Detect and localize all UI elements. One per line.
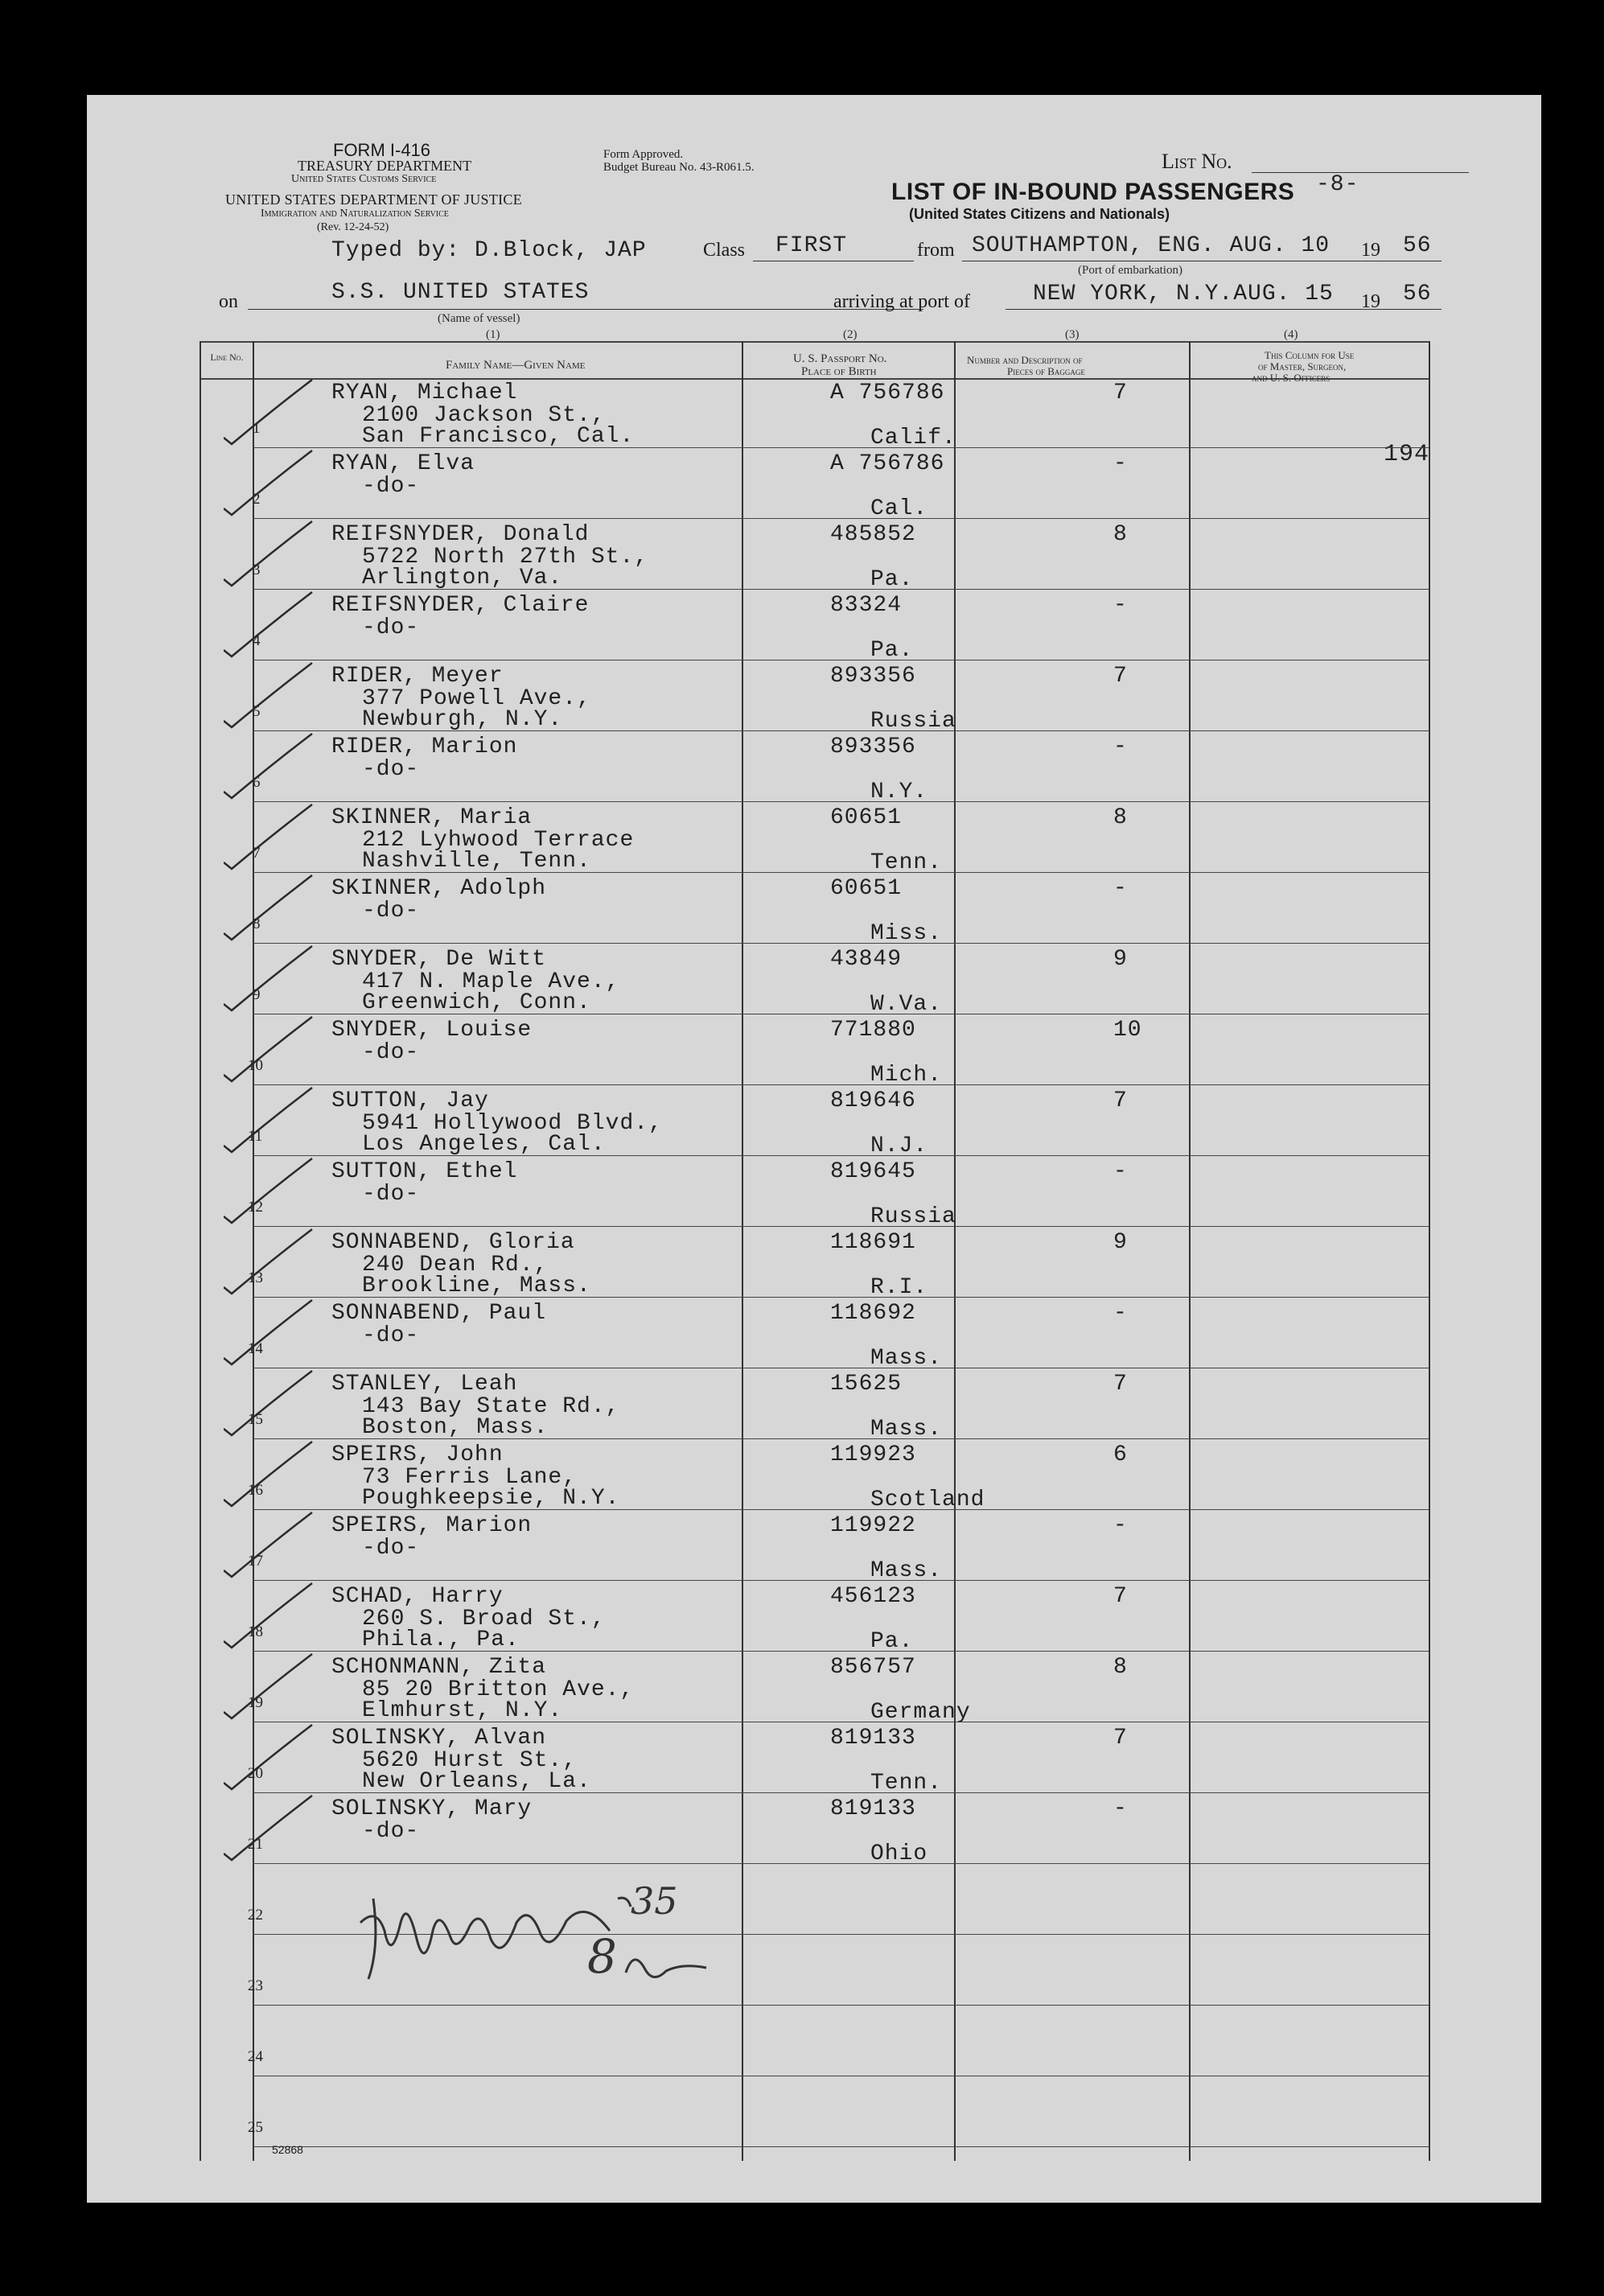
row-divider	[253, 2005, 1429, 2006]
passenger-name: SPEIRS, Marion	[331, 1513, 533, 1538]
baggage-count: 7	[1113, 1372, 1128, 1397]
tick-mark	[224, 1300, 312, 1364]
passenger-name: SNYDER, Louise	[331, 1018, 533, 1043]
tick-mark	[224, 1583, 312, 1648]
line-number: 8	[253, 916, 261, 932]
passenger-address-1: -do-	[362, 1323, 420, 1348]
passport-number: 119922	[830, 1513, 916, 1538]
passenger-address-1: 143 Bay State Rd.,	[362, 1394, 620, 1419]
typed-by: Typed by: D.Block, JAP	[331, 238, 647, 263]
passenger-address-1: 73 Ferris Lane,	[362, 1465, 578, 1490]
line-number: 18	[248, 1623, 263, 1640]
passenger-name: SONNABEND, Gloria	[331, 1230, 575, 1255]
passenger-name: SCHONMANN, Zita	[331, 1655, 547, 1680]
tick-mark	[224, 521, 312, 586]
port-embarkation-label: (Port of embarkation)	[1078, 264, 1182, 277]
line-number: 12	[248, 1199, 263, 1216]
passenger-name: SOLINSKY, Alvan	[331, 1726, 547, 1751]
line-number: 21	[248, 1836, 263, 1853]
place-of-birth: Ohio	[870, 1841, 928, 1866]
baggage-count: -	[1113, 1796, 1128, 1821]
row-divider	[253, 518, 1429, 519]
baggage-count: 9	[1113, 1230, 1128, 1255]
passenger-name: SUTTON, Ethel	[331, 1159, 518, 1184]
tick-mark	[224, 804, 312, 869]
passenger-name: SPEIRS, John	[331, 1442, 504, 1467]
line-number: 11	[248, 1128, 263, 1145]
tick-mark	[224, 1088, 312, 1152]
place-of-birth: Calif.	[870, 426, 956, 451]
baggage-count: -	[1113, 451, 1128, 476]
line-number: 9	[253, 986, 261, 1003]
line-number: 10	[248, 1057, 263, 1074]
officer-note: 194	[1384, 441, 1430, 468]
passport-number: 485852	[830, 522, 916, 547]
row-divider	[253, 1580, 1429, 1581]
baggage-count: -	[1113, 1159, 1128, 1184]
line-number: 15	[248, 1411, 263, 1428]
baggage-count: -	[1113, 1301, 1128, 1326]
from-label: from	[917, 240, 955, 261]
passenger-address-2: Greenwich, Conn.	[362, 990, 591, 1015]
tick-mark	[224, 1725, 312, 1789]
passport-number: 60651	[830, 876, 903, 901]
passport-number: A 756786	[830, 381, 945, 405]
passenger-name: SUTTON, Jay	[331, 1088, 489, 1113]
row-divider	[253, 943, 1429, 944]
passenger-name: RIDER, Marion	[331, 734, 518, 759]
place-of-birth: Cal.	[870, 496, 928, 521]
line-number: 4	[253, 632, 261, 649]
col-header-baggage-2: Pieces of Baggage	[1007, 365, 1085, 377]
passport-number: 118692	[830, 1301, 916, 1326]
passport-number: 119923	[830, 1442, 916, 1467]
passenger-address-2: Elmhurst, N.Y.	[362, 1698, 563, 1723]
row-divider	[253, 801, 1429, 802]
line-number: 14	[248, 1340, 263, 1357]
place-of-birth: Germany	[870, 1700, 971, 1725]
passenger-address-2: Boston, Mass.	[362, 1415, 549, 1440]
passenger-name: STANLEY, Leah	[331, 1372, 518, 1397]
row-divider	[253, 1792, 1429, 1793]
place-of-birth: Mass.	[870, 1346, 943, 1371]
passport-number: 856757	[830, 1655, 916, 1680]
tick-mark	[224, 451, 312, 515]
row-divider	[253, 1226, 1429, 1227]
tick-mark	[224, 875, 312, 940]
arrival-year-prefix: 19	[1361, 291, 1380, 312]
from-year: 56	[1403, 233, 1432, 258]
passenger-name: SOLINSKY, Mary	[331, 1796, 533, 1821]
passenger-address-1: 5620 Hurst St.,	[362, 1748, 578, 1773]
row-divider	[253, 872, 1429, 873]
place-of-birth: Russia	[870, 709, 956, 734]
row-divider	[253, 730, 1429, 731]
passport-number: A 756786	[830, 451, 945, 476]
passenger-address-1: -do-	[362, 1819, 420, 1844]
passport-number: 819645	[830, 1159, 916, 1184]
passport-number: 893356	[830, 734, 916, 759]
place-of-birth: Tenn.	[870, 1771, 943, 1796]
place-of-birth: Mass.	[870, 1417, 943, 1442]
vessel-label: (Name of vessel)	[438, 312, 520, 325]
row-divider	[253, 589, 1429, 590]
baggage-count: 6	[1113, 1442, 1128, 1467]
line-number: 7	[253, 845, 261, 862]
col-header-passport: U. S. Passport No.	[793, 352, 887, 365]
form-title: LIST OF IN-BOUND PASSENGERS	[891, 179, 1295, 205]
dept-line-2: United States Customs Service	[291, 173, 437, 185]
place-of-birth: Mich.	[870, 1063, 943, 1088]
line-number: 24	[248, 2048, 263, 2065]
col-num-3: (3)	[1065, 328, 1080, 341]
col-header-baggage: Number and Description of	[967, 354, 1083, 366]
passenger-address-1: 85 20 Britton Ave.,	[362, 1677, 635, 1702]
passport-number: 60651	[830, 805, 903, 830]
line-number: 1	[253, 420, 261, 437]
passenger-name: REIFSNYDER, Claire	[331, 593, 590, 618]
baggage-count: -	[1113, 876, 1128, 901]
place-of-birth: Scotland	[870, 1487, 985, 1512]
col-num-1: (1)	[486, 328, 500, 341]
line-number: 3	[253, 562, 261, 578]
list-no-value: -8-	[1316, 172, 1359, 197]
baggage-count: 7	[1113, 1088, 1128, 1113]
class-value: FIRST	[775, 233, 848, 258]
col-header-name: Family Name—Given Name	[446, 359, 586, 372]
baggage-count: -	[1113, 593, 1128, 618]
place-of-birth: Mass.	[870, 1558, 943, 1583]
passport-number: 83324	[830, 593, 903, 618]
baggage-count: 8	[1113, 805, 1128, 830]
passenger-name: RIDER, Meyer	[331, 664, 504, 689]
from-year-prefix: 19	[1361, 240, 1380, 261]
passenger-list-form	[87, 95, 1541, 2203]
tick-mark	[224, 1654, 312, 1718]
row-divider	[253, 1438, 1429, 1439]
passenger-address-1: 417 N. Maple Ave.,	[362, 969, 620, 994]
arrival-value: NEW YORK, N.Y.AUG. 15	[1033, 282, 1334, 307]
passport-number: 819646	[830, 1088, 916, 1113]
passenger-address-1: -do-	[362, 757, 420, 782]
passenger-name: SONNABEND, Paul	[331, 1301, 547, 1326]
baggage-count: 9	[1113, 947, 1128, 972]
revision-date: (Rev. 12-24-52)	[317, 221, 389, 233]
arriving-label: arriving at port of	[833, 291, 970, 312]
row-divider	[253, 1863, 1429, 1864]
print-code: 52868	[272, 2143, 303, 2156]
passenger-address-1: -do-	[362, 899, 420, 924]
dept-line-1: TREASURY DEPARTMENT	[298, 158, 472, 174]
baggage-count: -	[1113, 734, 1128, 759]
line-number: 17	[248, 1553, 263, 1570]
passenger-address-1: 240 Dean Rd.,	[362, 1253, 549, 1278]
line-number: 19	[248, 1694, 263, 1711]
passport-number: 819133	[830, 1796, 916, 1821]
place-of-birth: N.J.	[870, 1134, 928, 1158]
baggage-count: 7	[1113, 664, 1128, 689]
col-header-officers-2: of Master, Surgeon,	[1258, 360, 1347, 372]
passport-number: 43849	[830, 947, 903, 972]
vessel-value: S.S. UNITED STATES	[331, 280, 590, 305]
tick-mark	[224, 380, 312, 444]
passport-number: 771880	[830, 1018, 916, 1043]
passenger-name: SKINNER, Maria	[331, 805, 533, 830]
passport-number: 456123	[830, 1584, 916, 1609]
col-header-birthplace: Place of Birth	[801, 365, 877, 378]
passenger-name: REIFSNYDER, Donald	[331, 522, 590, 547]
passenger-address-2: San Francisco, Cal.	[362, 424, 635, 449]
budget-bureau: Budget Bureau No. 43-R061.5.	[603, 161, 755, 174]
baggage-count: 10	[1113, 1018, 1142, 1043]
row-divider	[253, 1651, 1429, 1652]
baggage-count: 8	[1113, 522, 1128, 547]
form-number: FORM I-416	[333, 140, 431, 160]
place-of-birth: Russia	[870, 1204, 956, 1229]
line-number: 22	[248, 1907, 263, 1924]
col-header-line-no: Line No.	[210, 352, 244, 363]
passport-number: 893356	[830, 664, 916, 689]
class-label: Class	[703, 240, 746, 261]
place-of-birth: W.Va.	[870, 992, 943, 1017]
passport-number: 118691	[830, 1230, 916, 1255]
passenger-address-1: 5722 North 27th St.,	[362, 545, 649, 570]
place-of-birth: N.Y.	[870, 780, 928, 804]
row-divider	[253, 447, 1429, 448]
passport-number: 819133	[830, 1726, 916, 1751]
row-divider	[253, 1084, 1429, 1085]
passenger-address-2: Phila., Pa.	[362, 1627, 520, 1652]
line-number: 23	[248, 1977, 263, 1994]
place-of-birth: Tenn.	[870, 850, 943, 875]
list-no-label: List No.	[1162, 150, 1232, 173]
line-number: 20	[248, 1765, 263, 1782]
doj-line-2: Immigration and Naturalization Service	[261, 208, 449, 220]
row-divider	[253, 1509, 1429, 1510]
passenger-name: SNYDER, De Witt	[331, 947, 547, 972]
tick-mark	[224, 1442, 312, 1506]
passenger-address-2: Arlington, Va.	[362, 566, 563, 590]
tick-mark	[224, 734, 312, 798]
col-header-officers-3: and U. S. Officers	[1252, 372, 1330, 384]
annotation-number-1: 35	[631, 1879, 678, 1923]
arrival-year: 56	[1403, 282, 1432, 307]
tick-mark	[224, 1158, 312, 1223]
line-number: 13	[248, 1269, 263, 1286]
row-divider	[253, 1297, 1429, 1298]
baggage-count: 8	[1113, 1655, 1128, 1680]
col-num-2: (2)	[843, 328, 858, 341]
tick-mark	[224, 1512, 312, 1577]
passenger-address-2: Poughkeepsie, N.Y.	[362, 1486, 620, 1511]
passenger-address-2: Nashville, Tenn.	[362, 849, 591, 874]
place-of-birth: Pa.	[870, 1629, 914, 1654]
passenger-address-2: Newburgh, N.Y.	[362, 707, 563, 732]
baggage-count: 7	[1113, 1584, 1128, 1609]
passenger-name: RYAN, Michael	[331, 381, 518, 405]
passenger-address-1: 2100 Jackson St.,	[362, 403, 606, 428]
passenger-address-1: -do-	[362, 474, 420, 499]
doj-line-1: UNITED STATES DEPARTMENT OF JUSTICE	[225, 191, 523, 208]
passenger-address-2: Los Angeles, Cal.	[362, 1132, 606, 1157]
passenger-name: SKINNER, Adolph	[331, 876, 547, 901]
annotation-number-2: 8	[587, 1929, 617, 1984]
line-number: 6	[253, 774, 261, 791]
tick-mark	[224, 592, 312, 656]
passenger-address-1: 5941 Hollywood Blvd.,	[362, 1111, 663, 1136]
passenger-address-1: 260 S. Broad St.,	[362, 1607, 606, 1631]
baggage-count: 7	[1113, 1726, 1128, 1751]
col-num-4: (4)	[1284, 328, 1298, 341]
place-of-birth: Miss.	[870, 921, 943, 946]
row-divider	[253, 1155, 1429, 1156]
passenger-address-2: New Orleans, La.	[362, 1769, 591, 1794]
passenger-address-1: -do-	[362, 1040, 420, 1065]
tick-mark	[224, 1796, 312, 1860]
passport-number: 15625	[830, 1372, 903, 1397]
passenger-address-1: -do-	[362, 1182, 420, 1207]
passenger-address-1: 377 Powell Ave.,	[362, 686, 591, 711]
place-of-birth: Pa.	[870, 567, 914, 592]
baggage-count: 7	[1113, 381, 1128, 405]
col-header-officers: This Column for Use	[1265, 349, 1355, 361]
tick-mark	[224, 1371, 312, 1435]
place-of-birth: Pa.	[870, 638, 914, 663]
tick-mark	[224, 663, 312, 727]
tick-mark	[224, 1229, 312, 1294]
passenger-address-1: -do-	[362, 615, 420, 640]
row-divider	[253, 2146, 1429, 2147]
line-number: 16	[248, 1482, 263, 1499]
annotation-mark	[618, 1940, 714, 1989]
passenger-name: RYAN, Elva	[331, 451, 475, 476]
on-label: on	[219, 291, 238, 312]
form-approved: Form Approved.	[603, 148, 684, 161]
passenger-address-1: 212 Lyhwood Terrace	[362, 828, 635, 853]
passenger-address-2: Brookline, Mass.	[362, 1273, 591, 1298]
place-of-birth: R.I.	[870, 1275, 928, 1300]
line-number: 5	[253, 703, 261, 720]
tick-mark	[224, 1017, 312, 1081]
form-subtitle: (United States Citizens and Nationals)	[909, 206, 1170, 222]
line-number: 25	[248, 2119, 263, 2136]
passenger-name: SCHAD, Harry	[331, 1584, 504, 1609]
passenger-address-1: -do-	[362, 1536, 420, 1561]
tick-mark	[224, 946, 312, 1010]
from-value: SOUTHAMPTON, ENG. AUG. 10	[972, 233, 1330, 258]
line-number: 2	[253, 491, 261, 508]
baggage-count: -	[1113, 1513, 1128, 1538]
